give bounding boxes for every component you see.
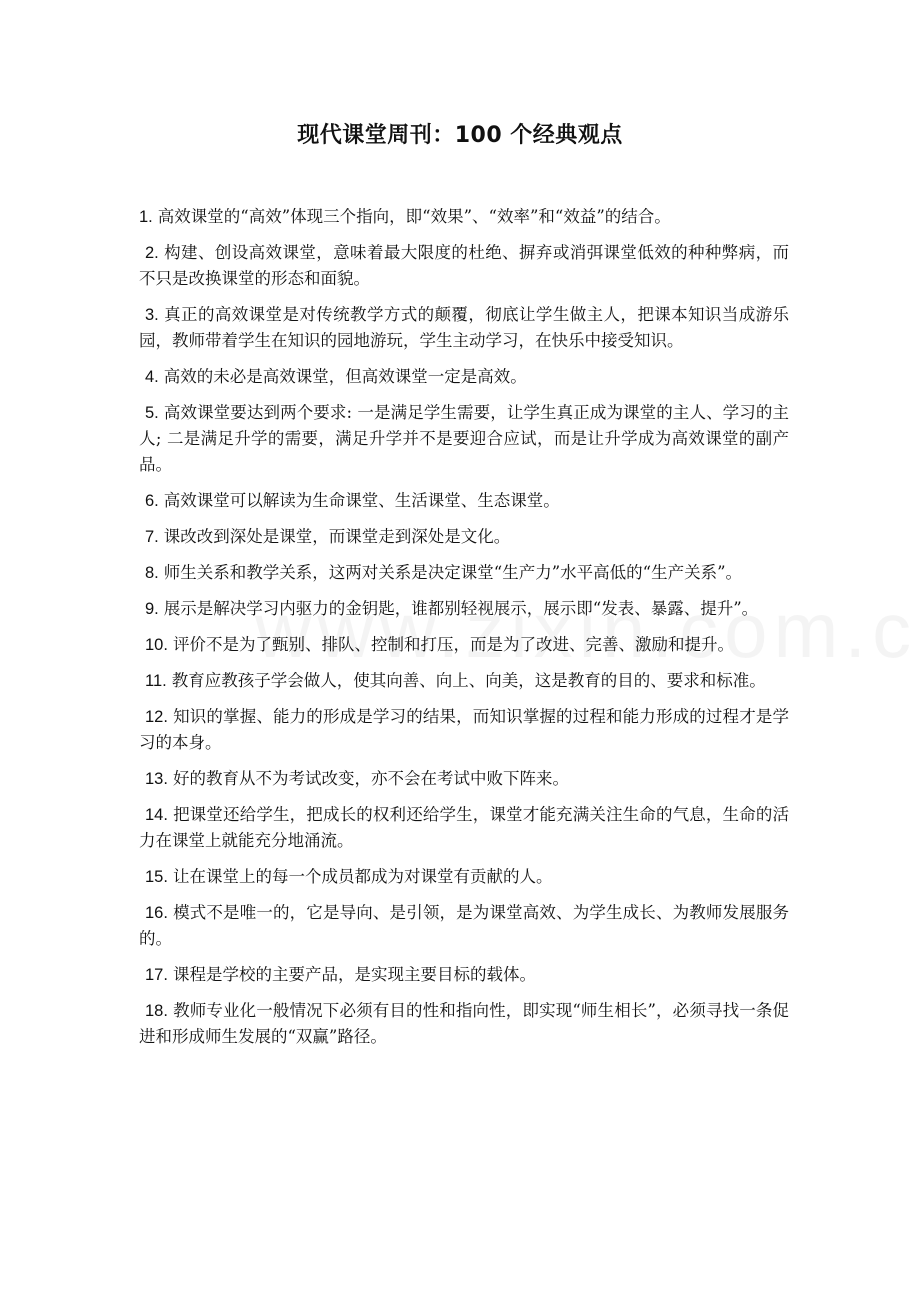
item-text: 高效的未必是高效课堂，但高效课堂一定是高效。 <box>163 367 527 386</box>
item-text: 高效课堂要达到两个要求: 一是满足学生需要，让学生真正成为课堂的主人、学习的主人; 二是满足升学的需要，满足升学并不是要迎合应试，而是让升学成为高效课堂的副产品。 <box>139 403 789 474</box>
item-number: 8. <box>145 564 159 582</box>
list-item <box>139 488 789 514</box>
list-item <box>139 632 789 658</box>
list-item <box>139 400 789 478</box>
item-number: 3. <box>145 306 159 324</box>
viewpoint-list <box>139 204 789 1060</box>
document-title: 现代课堂周刊：100 个经典观点 <box>297 123 623 148</box>
item-number: 5. <box>145 404 159 422</box>
item-text: 师生关系和教学关系，这两对关系是决定课堂“生产力”水平高低的“生产关系”。 <box>163 563 743 582</box>
item-text: 让在课堂上的每一个成员都成为对课堂有贡献的人。 <box>172 867 553 886</box>
item-text: 模式不是唯一的，它是导向、是引领，是为课堂高效、为学生成长、为教师发展服务的。 <box>139 903 789 948</box>
list-item <box>139 802 789 854</box>
list-item <box>139 998 789 1050</box>
item-text: 构建、创设高效课堂，意味着最大限度的杜绝、摒弃或消弭课堂低效的种种弊病，而不只是改换课堂的形态和面貌。 <box>139 243 789 288</box>
item-text: 高效课堂的“高效”体现三个指向，即“效果”、“效率”和“效益”的结合。 <box>157 207 671 226</box>
item-text: 把课堂还给学生，把成长的权利还给学生，课堂才能充满关注生命的气息，生命的活力在课堂上就能充分地涌流。 <box>139 805 789 850</box>
item-text: 知识的掌握、能力的形成是学习的结果，而知识掌握的过程和能力形成的过程才是学习的本身。 <box>139 707 789 752</box>
list-item <box>139 766 789 792</box>
list-item <box>139 560 789 586</box>
item-number: 13. <box>145 770 168 788</box>
item-number: 14. <box>145 806 168 824</box>
list-item <box>139 864 789 890</box>
item-text: 课程是学校的主要产品，是实现主要目标的载体。 <box>172 965 536 984</box>
list-item <box>139 704 789 756</box>
item-number: 6. <box>145 492 159 510</box>
item-text: 好的教育从不为考试改变，亦不会在考试中败下阵来。 <box>172 769 569 788</box>
item-text: 展示是解决学习内驱力的金钥匙，谁都别轻视展示，展示即“发表、暴露、提升”。 <box>163 599 759 618</box>
list-item <box>139 302 789 354</box>
item-number: 18. <box>145 1002 168 1020</box>
list-item <box>139 524 789 550</box>
list-item <box>139 596 789 622</box>
item-number: 11. <box>145 672 167 690</box>
list-item <box>139 204 789 230</box>
item-text: 教师专业化一般情况下必须有目的性和指向性，即实现“师生相长”，必须寻找一条促进和形成师生发展的“双赢”路径。 <box>139 1001 789 1046</box>
item-text: 教育应教孩子学会做人，使其向善、向上、向美，这是教育的目的、要求和标准。 <box>171 671 766 690</box>
item-text: 真正的高效课堂是对传统教学方式的颠覆，彻底让学生做主人，把课本知识当成游乐园，教师带着学生在知识的园地游玩，学生主动学习，在快乐中接受知识。 <box>139 305 789 350</box>
item-number: 17. <box>145 966 168 984</box>
item-number: 2. <box>145 244 159 262</box>
item-number: 9. <box>145 600 159 618</box>
item-text: 高效课堂可以解读为生命课堂、生活课堂、生态课堂。 <box>163 491 560 510</box>
item-text: 评价不是为了甄别、排队、控制和打压，而是为了改进、完善、激励和提升。 <box>172 635 734 654</box>
item-number: 15. <box>145 868 168 886</box>
list-item <box>139 962 789 988</box>
list-item <box>139 364 789 390</box>
item-number: 12. <box>145 708 168 726</box>
item-number: 16. <box>145 904 168 922</box>
list-item <box>139 900 789 952</box>
item-number: 10. <box>145 636 168 654</box>
item-number: 7. <box>145 528 159 546</box>
item-number: 4. <box>145 368 159 386</box>
item-text: 课改改到深处是课堂，而课堂走到深处是文化。 <box>163 527 511 546</box>
list-item <box>139 668 789 694</box>
item-number: 1. <box>139 208 153 226</box>
list-item <box>139 240 789 292</box>
